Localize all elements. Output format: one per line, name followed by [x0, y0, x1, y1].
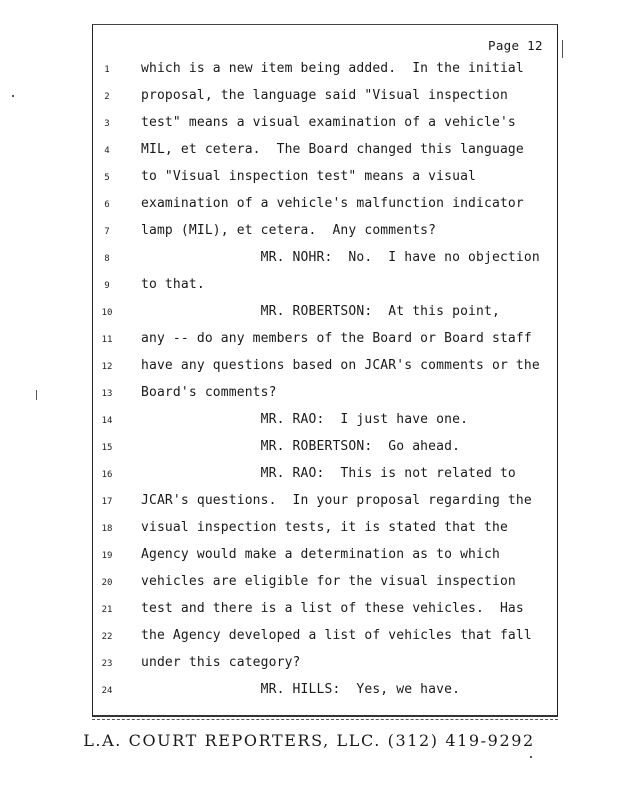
line-number: 7 — [104, 227, 110, 237]
transcript-line — [0, 493, 618, 515]
line-number: 19 — [101, 551, 113, 561]
transcript-line — [0, 466, 618, 488]
scan-speck — [36, 390, 37, 400]
transcript-line — [0, 682, 618, 704]
line-number: 1 — [104, 65, 110, 75]
line-number: 18 — [101, 524, 113, 534]
transcript-line — [0, 250, 618, 272]
transcript-line — [0, 88, 618, 110]
transcript-line — [0, 169, 618, 191]
transcript-line — [0, 196, 618, 218]
line-number: 2 — [104, 92, 110, 102]
line-number: 8 — [104, 254, 110, 264]
line-text: under this category? — [141, 655, 301, 670]
line-text: MR. NOHR: No. I have no objection — [141, 250, 540, 265]
transcript-line — [0, 574, 618, 596]
transcript-line — [0, 655, 618, 677]
line-number: 24 — [101, 686, 113, 696]
line-number: 17 — [101, 497, 113, 507]
line-number: 5 — [104, 173, 110, 183]
transcript-line — [0, 520, 618, 542]
line-text: any -- do any members of the Board or Board staff — [141, 331, 532, 346]
line-number: 4 — [104, 146, 110, 156]
line-number: 20 — [101, 578, 113, 588]
line-text: examination of a vehicle's malfunction indicator — [141, 196, 524, 211]
line-number: 22 — [101, 632, 113, 642]
line-number: 21 — [101, 605, 113, 615]
line-number: 14 — [101, 416, 113, 426]
line-text: test" means a visual examination of a vehicle's — [141, 115, 516, 130]
line-text: JCAR's questions. In your proposal regarding the — [141, 493, 532, 508]
line-number: 3 — [104, 119, 110, 129]
line-text: test and there is a list of these vehicles. Has — [141, 601, 524, 616]
line-text: MR. ROBERTSON: Go ahead. — [141, 439, 461, 454]
transcript-line — [0, 142, 618, 164]
line-text: Board's comments? — [141, 385, 277, 400]
line-text: Agency would make a determination as to which — [141, 547, 500, 562]
line-number: 9 — [104, 281, 110, 291]
line-text: MIL, et cetera. The Board changed this language — [141, 142, 524, 157]
line-number: 12 — [101, 362, 113, 372]
transcript-line — [0, 115, 618, 137]
line-text: have any questions based on JCAR's comments or the — [141, 358, 540, 373]
line-number: 16 — [101, 470, 113, 480]
transcript-line — [0, 439, 618, 461]
line-text: to that. — [141, 277, 205, 292]
transcript-line — [0, 385, 618, 407]
line-text: MR. RAO: This is not related to — [141, 466, 516, 481]
scan-speck — [12, 95, 14, 97]
transcript-line — [0, 331, 618, 353]
transcript-line — [0, 601, 618, 623]
line-number: 13 — [101, 389, 113, 399]
line-number: 6 — [104, 200, 110, 210]
court-reporter-footer: L.A. COURT REPORTERS, LLC. (312) 419-9292 — [83, 731, 535, 750]
line-text: lamp (MIL), et cetera. Any comments? — [141, 223, 437, 238]
transcript-line — [0, 61, 618, 83]
transcript-line — [0, 628, 618, 650]
line-number: 23 — [101, 659, 113, 669]
scan-speck — [562, 40, 563, 58]
line-text: vehicles are eligible for the visual inspection — [141, 574, 516, 589]
line-number: 11 — [101, 335, 113, 345]
transcript-line — [0, 223, 618, 245]
page-number: Page 12 — [488, 38, 543, 53]
line-text: MR. ROBERTSON: At this point, — [141, 304, 500, 319]
line-text: proposal, the language said "Visual inspection — [141, 88, 508, 103]
transcript-line — [0, 304, 618, 326]
transcript-line — [0, 412, 618, 434]
line-text: to "Visual inspection test" means a visual — [141, 169, 477, 184]
line-text: MR. RAO: I just have one. — [141, 412, 469, 427]
line-number: 10 — [101, 308, 113, 318]
line-text: visual inspection tests, it is stated that the — [141, 520, 508, 535]
scan-speck — [530, 756, 532, 758]
frame-bottom-rule — [92, 719, 558, 720]
line-text: MR. HILLS: Yes, we have. — [141, 682, 461, 697]
line-number: 15 — [101, 443, 113, 453]
line-text: the Agency developed a list of vehicles that fall — [141, 628, 532, 643]
transcript-line — [0, 358, 618, 380]
transcript-line — [0, 547, 618, 569]
line-text: which is a new item being added. In the initial — [141, 61, 524, 76]
transcript-line — [0, 277, 618, 299]
